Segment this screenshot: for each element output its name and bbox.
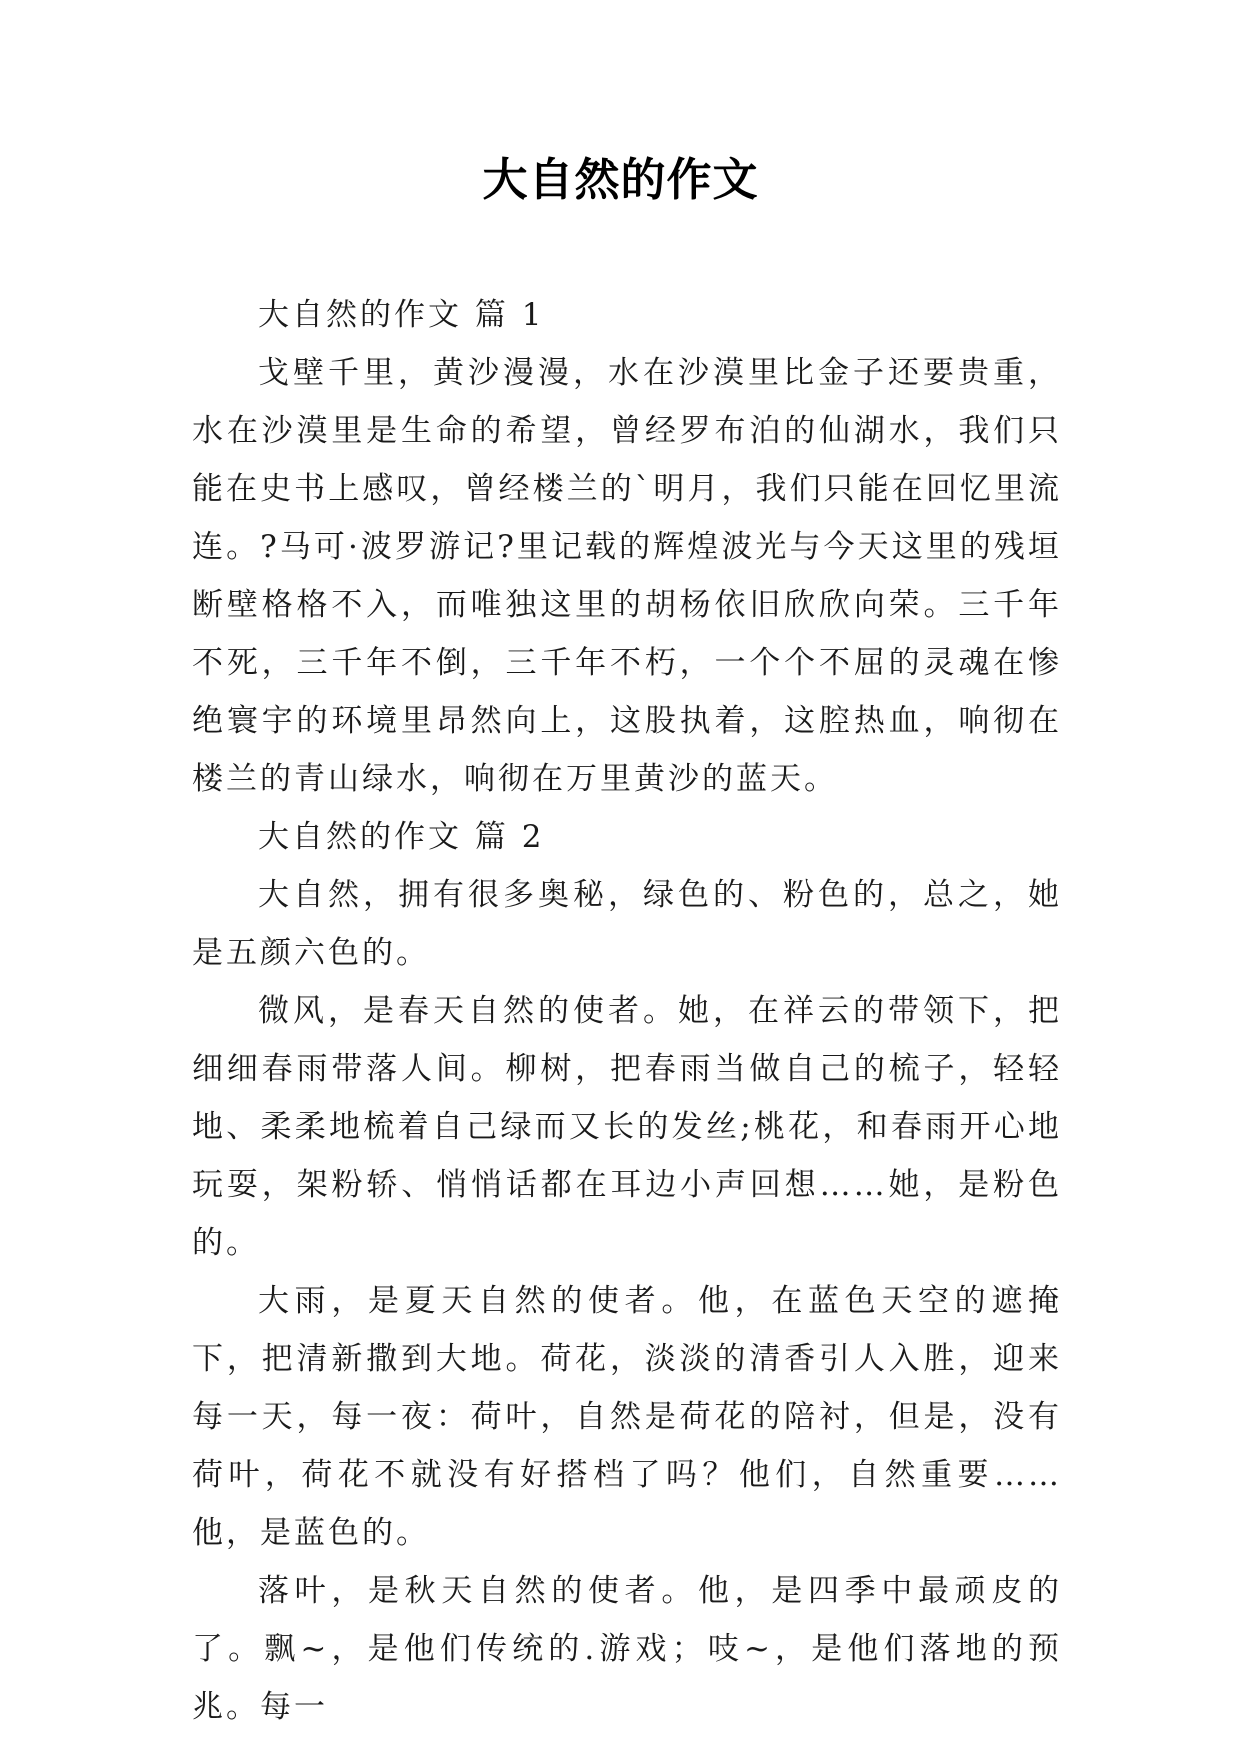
document-body [192, 286, 1062, 1736]
section-heading-1: 大自然的作文 篇 1 [258, 297, 545, 333]
paragraph-1: 戈壁千里，黄沙漫漫，水在沙漠里比金子还要贵重，水在沙漠里是生命的希望，曾经罗布泊的仙湖水，我们只能在史书上感叹，曾经楼兰的`明月，我们只能在回忆里流连。?马可·波罗游记?里记载的辉煌波光与今天这里的残垣断壁格格不入，而唯独这里的胡杨依旧欣欣向荣。三千年不死，三千年不倒，三千年不朽，一个个不屈的灵魂在惨绝寰宇的环境里昂然向上，这股执着，这腔热血，响彻在楼兰的青山绿水，响彻在万里黄沙的蓝天。 [192, 355, 1062, 797]
paragraph-5: 落叶，是秋天自然的使者。他，是四季中最顽皮的了。飘~，是他们传统的.游戏；吱~，是他们落地的预兆。每一 [192, 1573, 1062, 1725]
section-heading-2: 大自然的作文 篇 2 [258, 819, 545, 855]
document-title: 大自然的作文 [482, 153, 759, 206]
paragraph-4: 大雨，是夏天自然的使者。他，在蓝色天空的遮掩下，把清新撒到大地。荷花，淡淡的清香引人入胜，迎来每一天，每一夜：荷叶，自然是荷花的陪衬，但是，没有荷叶，荷花不就没有好搭档了吗？他们，自然重要……他，是蓝色的。 [192, 1283, 1062, 1551]
paragraph-3: 微风，是春天自然的使者。她，在祥云的带领下，把细细春雨带落人间。柳树，把春雨当做自己的梳子，轻轻地、柔柔地梳着自己绿而又长的发丝;桃花，和春雨开心地玩耍，架粉轿、悄悄话都在耳边小声回想……她，是粉色的。 [192, 993, 1062, 1261]
paragraph-2: 大自然，拥有很多奥秘，绿色的、粉色的，总之，她是五颜六色的。 [192, 877, 1062, 971]
